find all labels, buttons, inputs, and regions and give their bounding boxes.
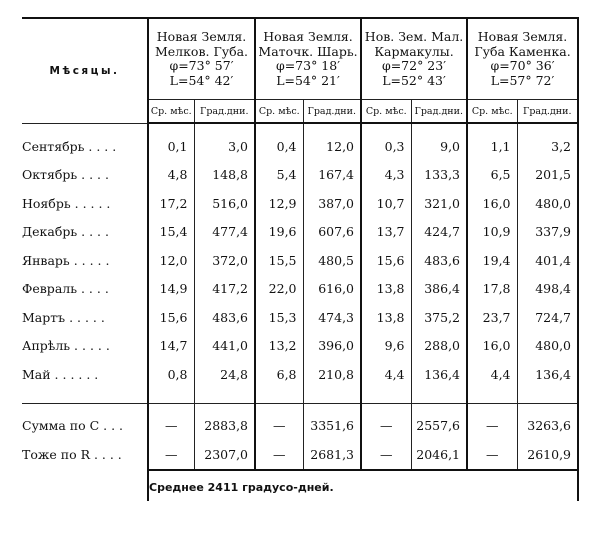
month-value-cell: 15,3 — [255, 303, 303, 332]
month-row — [22, 161, 578, 190]
total-row — [22, 412, 578, 441]
station-2-latitude: φ=73° 18′ — [275, 58, 341, 73]
total-rows — [22, 412, 578, 470]
month-label: Декабрь . . . . — [22, 224, 109, 240]
month-value-cell: 321,0 — [411, 189, 467, 218]
station-1-latitude: φ=73° 57′ — [169, 58, 234, 73]
month-value-cell: 4,8 — [148, 161, 194, 190]
month-label: Апрѣль . . . . . — [22, 338, 110, 354]
total-value-cell: 3263,6 — [517, 412, 578, 441]
month-value-cell: 14,7 — [148, 332, 194, 361]
total-value-cell: — — [255, 412, 303, 441]
month-value-cell: 10,9 — [467, 218, 517, 247]
spacer-row — [22, 389, 578, 404]
month-value-cell: 16,0 — [467, 332, 517, 361]
station-header-1 — [148, 18, 255, 100]
total-value-cell: — — [255, 440, 303, 470]
sub-avg-2: Ср. мѣс. — [255, 100, 303, 124]
month-value-cell: 3,2 — [517, 132, 578, 161]
month-value-cell: 483,6 — [411, 246, 467, 275]
total-value-cell: 2681,3 — [303, 440, 361, 470]
total-value-cell: 3351,6 — [303, 412, 361, 441]
month-value-cell: 0,1 — [148, 132, 194, 161]
station-3-line1: Нов. Зем. Мал. — [364, 29, 464, 44]
months-header — [22, 18, 148, 123]
station-3-latitude: φ=72° 23′ — [381, 58, 447, 73]
month-value-cell: 17,8 — [467, 275, 517, 304]
month-value-cell: 724,7 — [517, 303, 578, 332]
month-value-cell: 12,0 — [303, 132, 361, 161]
month-value-cell: 9,0 — [411, 132, 467, 161]
month-value-cell: 136,4 — [517, 360, 578, 389]
month-value-cell: 516,0 — [194, 189, 255, 218]
month-label: Февраль . . . . — [22, 281, 109, 297]
month-label: Май . . . . . . — [22, 366, 99, 382]
month-value-cell: 0,3 — [361, 132, 411, 161]
station-2-line1: Новая Земля. — [263, 29, 353, 44]
month-value-cell: 6,8 — [255, 360, 303, 389]
month-value-cell: 0,4 — [255, 132, 303, 161]
months-label: Мѣсяцы. — [49, 65, 120, 77]
total-value-cell: — — [467, 412, 517, 441]
sub-avg-4: Ср. мѣс. — [467, 100, 517, 124]
month-value-cell: 12,0 — [148, 246, 194, 275]
month-value-cell: 483,6 — [194, 303, 255, 332]
total-value-cell: 2307,0 — [194, 440, 255, 470]
sub-degdays-1: Град.дни. — [194, 100, 255, 124]
month-value-cell: 23,7 — [467, 303, 517, 332]
month-value-cell: 607,6 — [303, 218, 361, 247]
month-value-cell: 337,9 — [517, 218, 578, 247]
month-value-cell: 22,0 — [255, 275, 303, 304]
sub-degdays-2: Град.дни. — [303, 100, 361, 124]
station-header-4 — [467, 18, 578, 100]
month-value-cell: 498,4 — [517, 275, 578, 304]
month-value-cell: 148,8 — [194, 161, 255, 190]
sub-avg-1: Ср. мѣс. — [148, 100, 194, 124]
month-row — [22, 246, 578, 275]
total-row — [22, 440, 578, 470]
month-value-cell: 372,0 — [194, 246, 255, 275]
total-value-cell: 2883,8 — [194, 412, 255, 441]
month-value-cell: 12,9 — [255, 189, 303, 218]
month-value-cell: 375,2 — [411, 303, 467, 332]
total-value-cell: 2610,9 — [517, 440, 578, 470]
month-value-cell: 9,6 — [361, 332, 411, 361]
month-rows — [22, 132, 578, 389]
month-value-cell: 1,1 — [467, 132, 517, 161]
sub-avg-3: Ср. мѣс. — [361, 100, 411, 124]
station-3-longitude: L=52° 43′ — [382, 72, 446, 88]
station-4-longitude: L=57° 72′ — [490, 72, 555, 88]
station-4-line1: Новая Земля. — [477, 29, 568, 44]
month-row — [22, 360, 578, 389]
month-row — [22, 189, 578, 218]
station-header-row — [22, 18, 578, 100]
month-value-cell: 14,9 — [148, 275, 194, 304]
month-value-cell: 401,4 — [517, 246, 578, 275]
month-value-cell: 13,7 — [361, 218, 411, 247]
month-label: Сентябрь . . . . — [22, 138, 117, 154]
month-value-cell: 477,4 — [194, 218, 255, 247]
month-value-cell: 480,0 — [517, 189, 578, 218]
spacer-row — [22, 123, 578, 132]
degree-days-table — [22, 17, 579, 501]
month-value-cell: 210,8 — [303, 360, 361, 389]
station-1-line2: Мелков. Губа. — [154, 43, 249, 59]
month-value-cell: 424,7 — [411, 218, 467, 247]
station-3-line2: Кармакулы. — [374, 43, 454, 59]
month-value-cell: 396,0 — [303, 332, 361, 361]
month-value-cell: 616,0 — [303, 275, 361, 304]
station-2-longitude: L=54° 21′ — [276, 72, 340, 88]
month-row — [22, 303, 578, 332]
total-value-cell: — — [467, 440, 517, 470]
spacer-row — [22, 403, 578, 412]
month-value-cell: 19,6 — [255, 218, 303, 247]
month-value-cell: 13,8 — [361, 303, 411, 332]
total-label: Тоже по R . . . . — [22, 447, 122, 463]
month-value-cell: 5,4 — [255, 161, 303, 190]
month-value-cell: 10,7 — [361, 189, 411, 218]
month-value-cell: 13,2 — [255, 332, 303, 361]
month-value-cell: 13,8 — [361, 275, 411, 304]
month-value-cell: 3,0 — [194, 132, 255, 161]
month-row — [22, 132, 578, 161]
total-label: Сумма по С . . . — [22, 418, 124, 434]
month-value-cell: 474,3 — [303, 303, 361, 332]
month-value-cell: 386,4 — [411, 275, 467, 304]
month-value-cell: 4,3 — [361, 161, 411, 190]
month-label: Январь . . . . . — [22, 252, 110, 268]
station-4-line2: Губа Каменка. — [474, 43, 571, 59]
month-value-cell: 15,6 — [148, 303, 194, 332]
month-value-cell: 480,5 — [303, 246, 361, 275]
month-value-cell: 24,8 — [194, 360, 255, 389]
month-row — [22, 275, 578, 304]
month-value-cell: 4,4 — [467, 360, 517, 389]
month-value-cell: 133,3 — [411, 161, 467, 190]
month-value-cell: 201,5 — [517, 161, 578, 190]
month-label: Октябрь . . . . — [22, 167, 109, 183]
month-value-cell: 6,5 — [467, 161, 517, 190]
month-value-cell: 136,4 — [411, 360, 467, 389]
month-label: Мартъ . . . . . — [22, 309, 105, 325]
month-value-cell: 387,0 — [303, 189, 361, 218]
month-row — [22, 218, 578, 247]
month-value-cell: 15,4 — [148, 218, 194, 247]
mean-text: Среднее 2411 градусо-дней. — [149, 481, 334, 494]
month-value-cell: 288,0 — [411, 332, 467, 361]
month-value-cell: 0,8 — [148, 360, 194, 389]
mean-row — [22, 470, 578, 501]
month-value-cell: 17,2 — [148, 189, 194, 218]
month-value-cell: 417,2 — [194, 275, 255, 304]
total-value-cell: 2046,1 — [411, 440, 467, 470]
station-2-line2: Маточк. Шарь. — [258, 43, 358, 59]
station-header-2 — [255, 18, 361, 100]
sub-degdays-3: Град.дни. — [411, 100, 467, 124]
total-value-cell: — — [361, 412, 411, 441]
month-row — [22, 332, 578, 361]
total-value-cell: — — [361, 440, 411, 470]
total-value-cell: — — [148, 440, 194, 470]
station-1-line1: Новая Земля. — [156, 29, 247, 44]
station-1-longitude: L=54° 42′ — [169, 72, 234, 88]
month-value-cell: 4,4 — [361, 360, 411, 389]
station-4-latitude: φ=70° 36′ — [490, 58, 555, 73]
month-value-cell: 19,4 — [467, 246, 517, 275]
sub-degdays-4: Град.дни. — [517, 100, 578, 124]
month-value-cell: 15,6 — [361, 246, 411, 275]
month-value-cell: 441,0 — [194, 332, 255, 361]
month-value-cell: 15,5 — [255, 246, 303, 275]
month-value-cell: 167,4 — [303, 161, 361, 190]
station-header-3 — [361, 18, 467, 100]
month-value-cell: 480,0 — [517, 332, 578, 361]
total-value-cell: 2557,6 — [411, 412, 467, 441]
month-label: Ноябрь . . . . . — [22, 195, 111, 211]
total-value-cell: — — [148, 412, 194, 441]
month-value-cell: 16,0 — [467, 189, 517, 218]
